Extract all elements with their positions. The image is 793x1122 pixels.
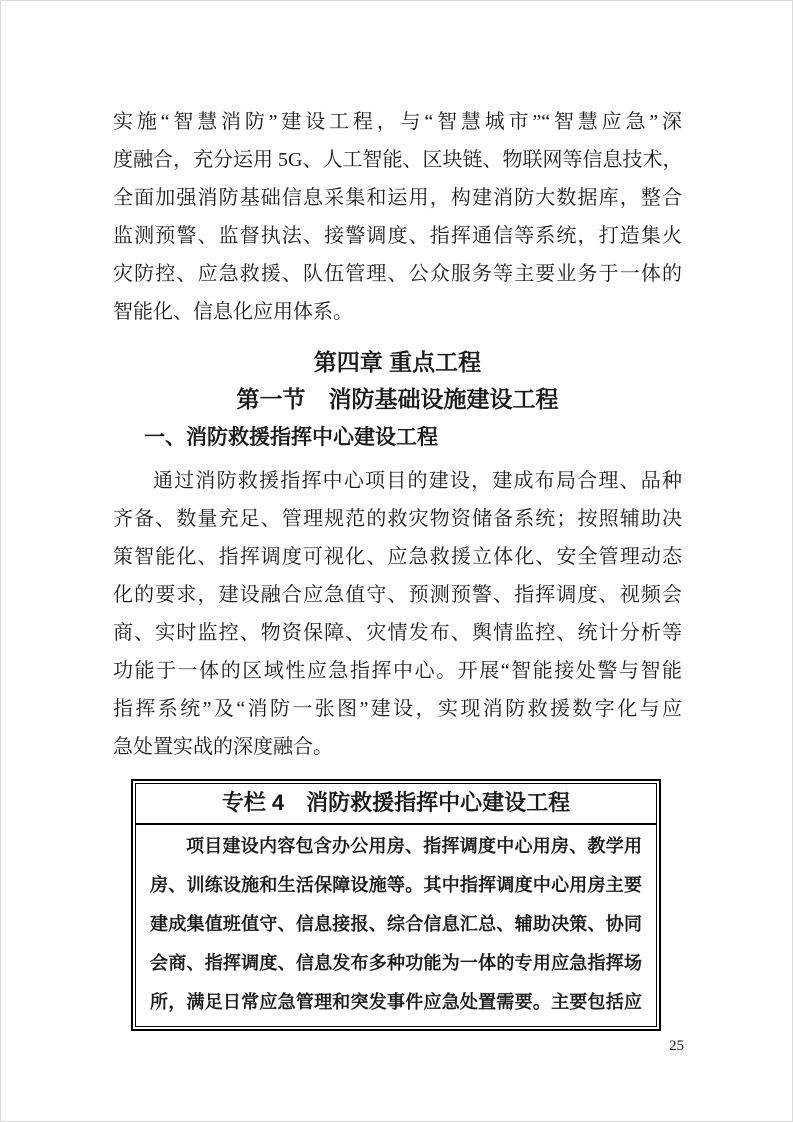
chapter-heading: 第四章 重点工程 [313, 349, 482, 375]
callout-box-body [136, 825, 656, 1026]
callout-box-column4 [131, 779, 661, 1031]
callout-box-title: 专栏 4 消防救援指挥中心建设工程 [136, 784, 656, 825]
paragraph-line: 指挥系统”及“消防一张图”建设，实现消防救援数字化与应 [113, 698, 682, 720]
paragraph-line: 监测预警、监督执法、接警调度、指挥通信等系统，打造集火 [113, 225, 682, 247]
callout-box-line: 项目建设内容包含办公用房、指挥调度中心用房、教学用 [186, 836, 642, 856]
paragraph-line: 商、实时监控、物资保障、灾情发布、舆情监控、统计分析等 [113, 622, 682, 644]
callout-box-line: 所，满足日常应急管理和突发事件应急处置需要。主要包括应 [150, 992, 642, 1012]
paragraph-line: 急处置实战的深度融合。 [113, 736, 333, 758]
paragraph-line: 度融合，充分运用 5G、人工智能、区块链、物联网等信息技术， [113, 149, 683, 171]
paragraph-line: 化的要求，建设融合应急值守、预测预警、指挥调度、视频会 [113, 584, 682, 606]
paragraph-line: 智能化、信息化应用体系。 [113, 301, 353, 323]
paragraph-line: 全面加强消防基础信息采集和运用，构建消防大数据库，整合 [113, 187, 682, 209]
callout-box-line: 房、训练设施和生活保障设施等。其中指挥调度中心用房主要 [150, 875, 642, 895]
paragraph-line: 齐备、数量充足、管理规范的救灾物资储备系统；按照辅助决 [113, 508, 682, 530]
paragraph-smart-fire [113, 103, 682, 331]
paragraph-line: 灾防控、应急救援、队伍管理、公众服务等主要业务于一体的 [113, 263, 682, 285]
page-number: 25 [669, 1038, 684, 1054]
subsection-heading: 一、消防救援指挥中心建设工程 [144, 426, 438, 449]
paragraph-line: 通过消防救援指挥中心项目的建设，建成布局合理、品种 [153, 470, 682, 492]
callout-box-line: 会商、指挥调度、信息发布多种功能为一体的专用应急指挥场 [150, 953, 642, 973]
paragraph-line: 实施“智慧消防”建设工程，与“智慧城市”“智慧应急”深 [113, 111, 682, 133]
paragraph-line: 策智能化、指挥调度可视化、应急救援立体化、安全管理动态 [113, 546, 682, 568]
callout-box-line: 建成集值班值守、信息接报、综合信息汇总、辅助决策、协同 [150, 914, 642, 934]
paragraph-command-center [113, 462, 682, 766]
paragraph-line: 功能于一体的区域性应急指挥中心。开展“智能接处警与智能 [113, 660, 682, 682]
callout-box-inner-border [135, 783, 657, 1027]
section-heading: 第一节 消防基础设施建设工程 [236, 387, 559, 412]
